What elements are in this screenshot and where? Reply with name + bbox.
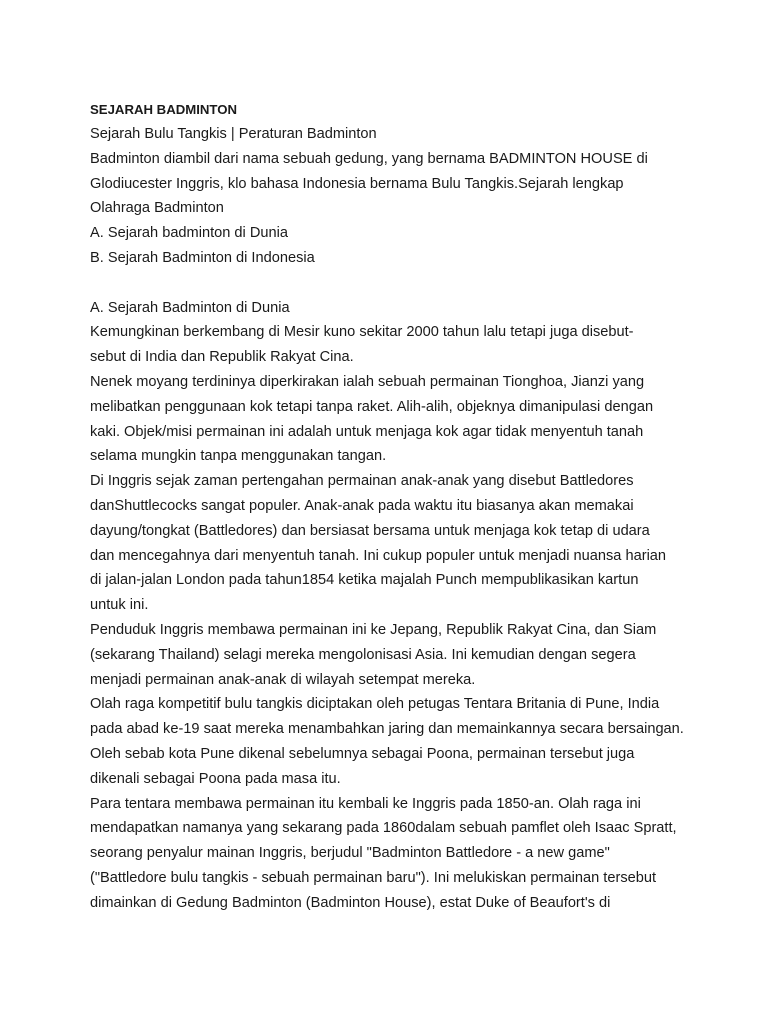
text-line: untuk ini. (90, 597, 149, 614)
document-title: SEJARAH BADMINTON (90, 102, 238, 117)
blank-line (90, 271, 690, 296)
text-line: (sekarang Thailand) selagi mereka mengolonisasi Asia. Ini kemudian dengan segera (90, 646, 636, 663)
text-line: dayung/tongkat (Battledores) dan bersiasat bersama untuk menjaga kok tetap di udara (90, 522, 650, 539)
text-line: mendapatkan namanya yang sekarang pada 1860dalam sebuah pamflet oleh Isaac Spratt, (90, 820, 677, 837)
text-line: melibatkan penggunaan kok tetapi tanpa raket. Alih-alih, objeknya dimanipulasi dengan (90, 398, 654, 415)
text-line: Di Inggris sejak zaman pertengahan permainan anak-anak yang disebut Battledores (90, 473, 634, 490)
text-line: Kemungkinan berkembang di Mesir kuno sekitar 2000 tahun lalu tetapi juga disebut- (90, 324, 634, 341)
text-line: Para tentara membawa permainan itu kembali ke Inggris pada 1850-an. Olah raga ini (90, 795, 641, 812)
text-line: sebut di India dan Republik Rakyat Cina. (90, 349, 354, 366)
text-line: Olah raga kompetitif bulu tangkis diciptakan oleh petugas Tentara Britania di Pune, India (90, 696, 660, 713)
text-line: menjadi permainan anak-anak di wilayah setempat mereka. (90, 671, 476, 688)
text-line: Nenek moyang terdininya diperkirakan ialah sebuah permainan Tionghoa, Jianzi yang (90, 373, 645, 390)
text-line: pada abad ke-19 saat mereka menambahkan jaring dan memainkannya secara bersaingan. (90, 721, 684, 738)
text-line: A. Sejarah badminton di Dunia (90, 225, 288, 242)
text-line: Penduduk Inggris membawa permainan ini ke Jepang, Republik Rakyat Cina, dan Siam (90, 621, 657, 638)
text-line: dimainkan di Gedung Badminton (Badminton House), estat Duke of Beaufort's di (90, 894, 611, 911)
document-page (90, 98, 690, 916)
text-line: Olahraga Badminton (90, 200, 224, 217)
text-line: di jalan-jalan London pada tahun1854 ketika majalah Punch mempublikasikan kartun (90, 572, 639, 589)
text-line: dikenali sebagai Poona pada masa itu. (90, 770, 341, 787)
text-line: dan mencegahnya dari menyentuh tanah. Ini cukup populer untuk menjadi nuansa harian (90, 547, 667, 564)
text-line: Oleh sebab kota Pune dikenal sebelumnya sebagai Poona, permainan tersebut juga (90, 745, 635, 762)
text-line: ("Battledore bulu tangkis - sebuah permainan baru"). Ini melukiskan permainan tersebut (90, 869, 657, 886)
section-heading: A. Sejarah Badminton di Dunia (90, 299, 290, 316)
text-line: seorang penyalur mainan Inggris, berjudul "Badminton Battledore - a new game" (90, 845, 610, 862)
text-line: Sejarah Bulu Tangkis | Peraturan Badminton (90, 126, 377, 142)
text-line: Badminton diambil dari nama sebuah gedung, yang bernama BADMINTON HOUSE di (90, 150, 648, 167)
text-line: selama mungkin tanpa menggunakan tangan. (90, 448, 387, 465)
text-line: kaki. Objek/misi permainan ini adalah untuk menjaga kok agar tidak menyentuh tanah (90, 423, 644, 440)
text-line: B. Sejarah Badminton di Indonesia (90, 249, 315, 266)
text-line: danShuttlecocks sangat populer. Anak-anak pada waktu itu biasanya akan memakai (90, 497, 634, 514)
text-line: Glodiucester Inggris, klo bahasa Indonesia bernama Bulu Tangkis.Sejarah lengkap (90, 175, 624, 192)
